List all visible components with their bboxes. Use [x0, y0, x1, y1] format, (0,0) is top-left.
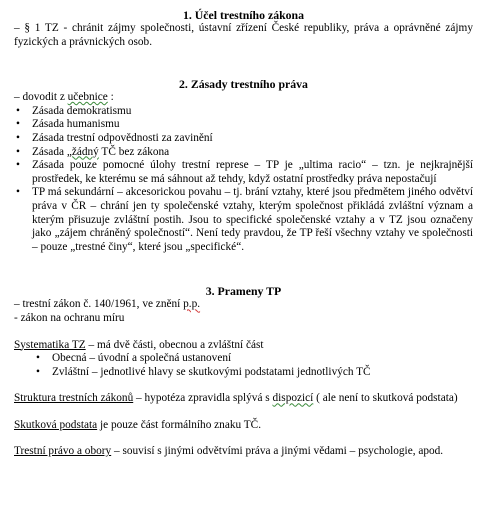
spacer — [14, 432, 473, 445]
list-item: • Zásada „žádný TČ bez zákona — [14, 146, 473, 160]
spellcheck-word: dispozicí — [272, 392, 314, 405]
spacer — [14, 406, 473, 419]
list-item: • Zásada pouze pomocné úlohy trestní represe – TP je „ultima racio“ – tzn. je nejkrajnější prostředek, ke kterému se má sáhnout až tehdy, když ostatní prostředky práva nepostačují — [14, 159, 473, 186]
systematics-list — [14, 352, 473, 379]
list-item: • Zvláštní – jednotlivé hlavy se skutkovými podstatami jednotlivých TČ — [14, 366, 473, 380]
list-item: • Zásada trestní odpovědnosti za zavinění — [14, 132, 473, 146]
sources-line-2: - zákon na ochranu míru — [14, 311, 125, 324]
structure-paragraph: Struktura trestních zákonů – hypotéza zpravidla splývá s dispozicí ( ale není to skutková podstata) — [14, 392, 458, 405]
list-item: • Zásada humanismu — [14, 118, 473, 132]
section-2-intro: – dovodit z učebnice : — [14, 91, 114, 104]
spellcheck-word: „žádný — [66, 145, 99, 158]
spellcheck-word: p.p. — [183, 298, 201, 311]
section-1-text: – § 1 TZ - chránit zájmy společnosti, ústavní zřízení České republiky, práva a oprávněné zájmy fyzických a právnických osob. — [14, 22, 473, 48]
spellcheck-word: učebnice — [67, 91, 108, 104]
spacer — [14, 49, 473, 77]
spacer — [14, 379, 473, 392]
sources-line-1: – trestní zákon č. 140/1961, ve znění p.p. — [14, 298, 201, 311]
systematics-line: Systematika TZ – má dvě části, obecnou a zvláštní část — [14, 338, 264, 351]
spacer — [14, 254, 473, 284]
spacer — [14, 326, 473, 339]
section-3-heading: 3. Prameny TP — [205, 284, 282, 299]
list-item: • Zásada demokratismu — [14, 105, 473, 119]
section-1-heading: 1. Účel trestního zákona — [182, 8, 305, 22]
principles-list — [14, 105, 473, 255]
list-item: • Obecná – úvodní a společná ustanovení — [14, 352, 473, 366]
criminal-law-fields-paragraph: Trestní právo a obory – souvisí s jinými odvětvími práva a jinými vědami – psychologie, apod. — [14, 445, 444, 458]
fact-pattern-line: Skutková podstata je pouze část formálního znaku TČ. — [14, 418, 262, 431]
section-2-heading: 2. Zásady trestního práva — [179, 77, 308, 92]
list-item: • TP má sekundární – akcesorickou povahu – tj. brání vztahy, které jsou předmětem jiného odvětví práva v ČR – chrání jen ty společenské vztahy, kterým společnost přikládá zvláštní význam a kterým přisuzuje zvláštní postih. Jsou to specifické společenské vztahy a v TZ jsou označeny jako „zájem chráněný společností“. Není tedy pravdou, že TP řeší všechny vztahy ve společnosti – pouze „trestné činy“, které jsou „specifické“. — [14, 186, 473, 254]
